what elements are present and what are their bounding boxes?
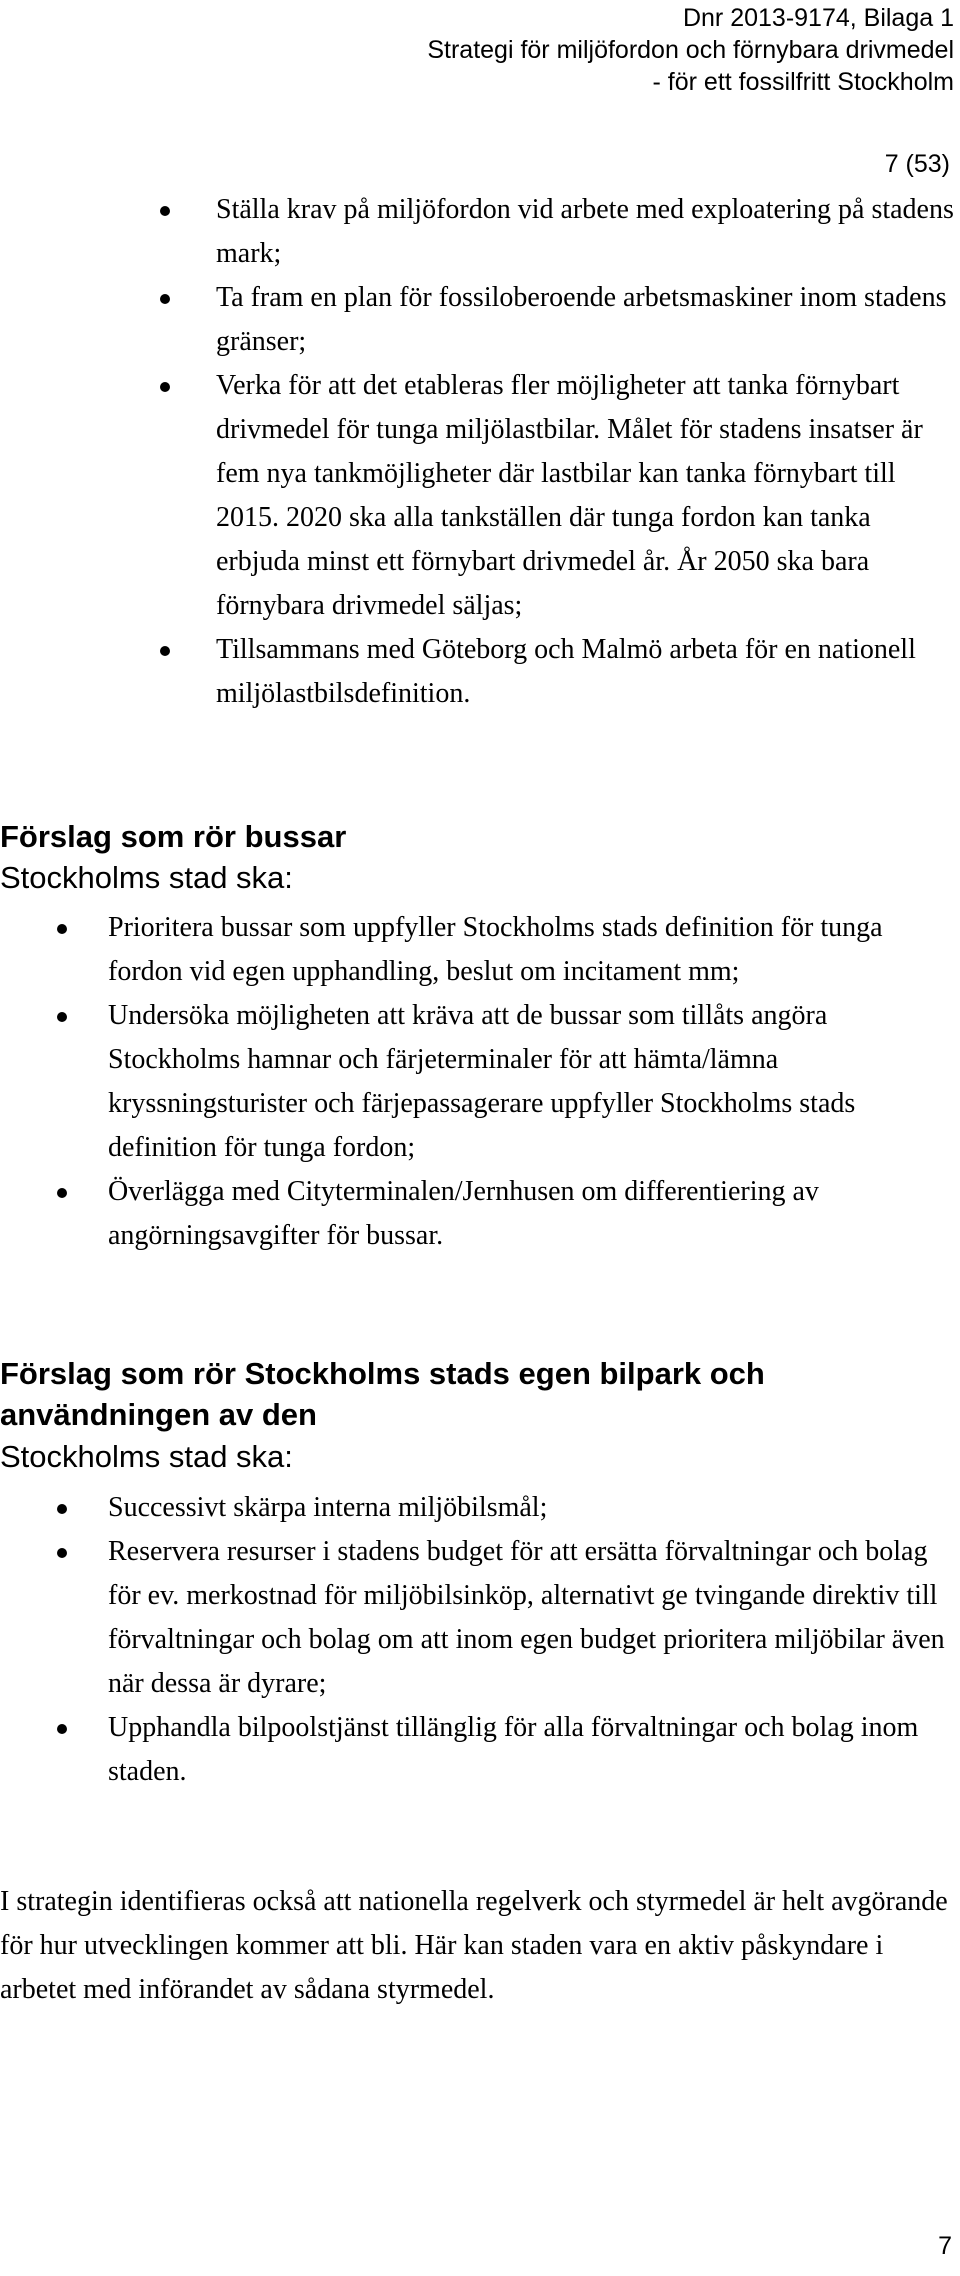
page-counter: 7 (53) — [884, 150, 950, 178]
bullet-icon — [57, 1504, 67, 1514]
list-item-text: Reservera resurser i stadens budget för att ersätta förvaltningar och bolag för ev. merkostnad för miljöbilsinköp, alternativt ge tvingande direktiv till förvaltningar och bolag om att inom egen budget prioritera miljöbilar även när dessa är dyrare; — [108, 1536, 945, 1699]
bullet-icon — [57, 1012, 67, 1022]
list-item-text: Ställa krav på miljöfordon vid arbete med exploatering på stadens mark; — [216, 194, 954, 269]
bullet-icon — [57, 1724, 67, 1734]
section-subheading-bus: Stockholms stad ska: — [0, 860, 293, 895]
list-item — [108, 994, 948, 1170]
document-header — [427, 2, 954, 98]
list-item — [108, 906, 948, 994]
footer-page-number: 7 — [938, 2232, 952, 2260]
section-heading-fleet: Förslag som rör Stockholms stads egen bilpark och — [0, 1356, 765, 1391]
bus-proposals-list — [108, 906, 948, 1258]
list-item-text: Undersöka möjligheten att kräva att de bussar som tillåts angöra Stockholms hamnar och färjeterminaler för att hämta/lämna kryssningsturister och färjepassagerare uppfyller Stockholms stads definition för tunga fordon; — [108, 1000, 856, 1163]
list-item — [216, 188, 956, 276]
list-item — [108, 1486, 948, 1530]
list-item-text: Upphandla bilpoolstjänst tillänglig för alla förvaltningar och bolag inom staden. — [108, 1712, 919, 1787]
section-subheading-fleet: Stockholms stad ska: — [0, 1439, 293, 1474]
section-heading-bus: Förslag som rör bussar — [0, 819, 347, 854]
bullet-icon — [160, 294, 170, 304]
list-item — [216, 628, 956, 716]
measures-list — [216, 188, 956, 716]
bullet-icon — [160, 646, 170, 656]
bullet-icon — [57, 924, 67, 934]
list-item-text: Verka för att det etableras fler möjligheter att tanka förnybart drivmedel för tunga miljölastbilar. Målet för stadens insatser är fem nya tankmöjligheter där lastbilar kan tanka förnybart till 2015. 2020 ska alla tankställen där tunga fordon kan tanka erbjuda minst ett förnybart drivmedel år. År 2050 ska bara förnybara drivmedel säljas; — [216, 370, 923, 621]
bullet-icon — [160, 206, 170, 216]
list-item-text: Överlägga med Cityterminalen/Jernhusen om differentiering av angörningsavgifter för bussar. — [108, 1176, 819, 1251]
list-item — [108, 1170, 948, 1258]
bullet-icon — [160, 382, 170, 392]
closing-paragraph: I strategin identifieras också att nationella regelverk och styrmedel är helt avgörande för hur utvecklingen kommer att bli. Här kan staden vara en aktiv påskyndare i arbetet med införandet av sådana styrmedel. — [0, 1886, 948, 2005]
list-item — [216, 276, 956, 364]
list-item-text: Tillsammans med Göteborg och Malmö arbeta för en nationell miljölastbilsdefinition. — [216, 634, 916, 709]
document-reference: Dnr 2013-9174, Bilaga 1 — [682, 4, 954, 32]
list-item — [108, 1706, 948, 1794]
list-item — [108, 1530, 948, 1706]
section-heading-fleet-continued: användningen av den — [0, 1397, 317, 1432]
list-item — [216, 364, 956, 628]
bullet-icon — [57, 1548, 67, 1558]
list-item-text: Prioritera bussar som uppfyller Stockholms stads definition för tunga fordon vid egen upphandling, beslut om incitament mm; — [108, 912, 883, 987]
list-item-text: Successivt skärpa interna miljöbilsmål; — [108, 1492, 548, 1523]
list-item-text: Ta fram en plan för fossiloberoende arbetsmaskiner inom stadens gränser; — [216, 282, 947, 357]
bullet-icon — [57, 1188, 67, 1198]
fleet-proposals-list — [108, 1486, 948, 1794]
document-title: Strategi för miljöfordon och förnybara drivmedel — [427, 36, 954, 64]
document-subtitle: - för ett fossilfritt Stockholm — [652, 68, 954, 96]
